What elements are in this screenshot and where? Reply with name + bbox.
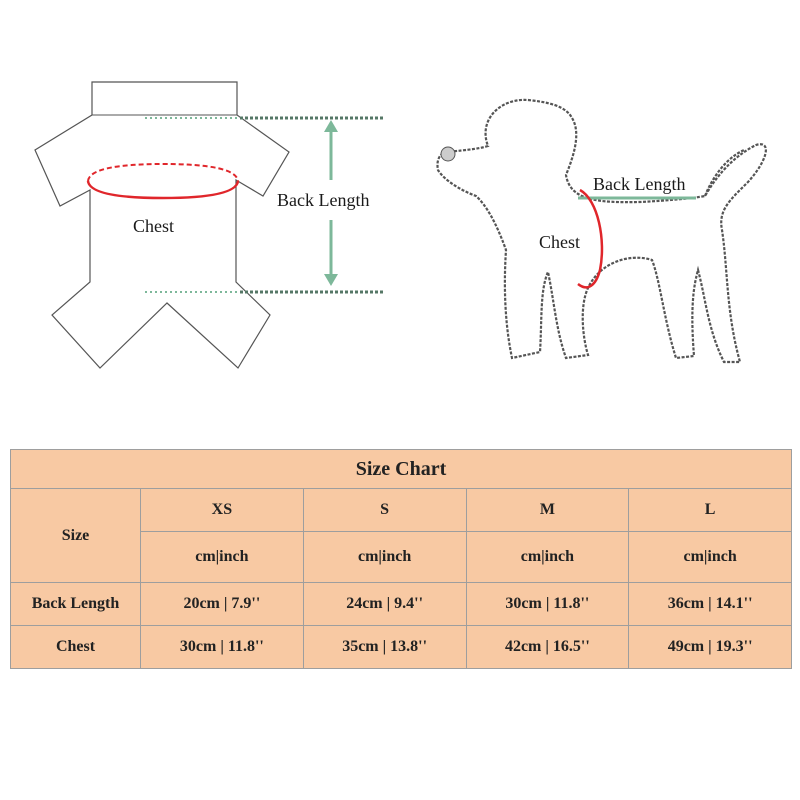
back-length-m: 30cm | 11.8'' — [466, 583, 629, 626]
back-length-xs: 20cm | 7.9'' — [141, 583, 304, 626]
dog-back-length-label: Back Length — [593, 174, 686, 194]
back-length-s: 24cm | 9.4'' — [303, 583, 466, 626]
dog-chest-marker — [578, 190, 602, 287]
dog-nose — [441, 147, 455, 161]
unit-cell: cm|inch — [141, 532, 304, 583]
chest-m: 42cm | 16.5'' — [466, 626, 629, 669]
dog-chest-label: Chest — [539, 232, 581, 252]
garment-chest-label: Chest — [133, 216, 175, 236]
size-s-header: S — [303, 489, 466, 532]
back-length-l: 36cm | 14.1'' — [629, 583, 792, 626]
size-row-header: Size — [11, 489, 141, 583]
table-row-chest — [11, 626, 792, 669]
row-label-back-length: Back Length — [11, 583, 141, 626]
table-row-back-length — [11, 583, 792, 626]
chest-s: 35cm | 13.8'' — [303, 626, 466, 669]
size-l-header: L — [629, 489, 792, 532]
size-chart-title: Size Chart — [11, 450, 792, 489]
size-xs-header: XS — [141, 489, 304, 532]
size-chart-table — [10, 449, 792, 669]
chest-l: 49cm | 19.3'' — [629, 626, 792, 669]
garment-back-length-label: Back Length — [277, 190, 370, 210]
size-m-header: M — [466, 489, 629, 532]
unit-cell: cm|inch — [303, 532, 466, 583]
unit-cell: cm|inch — [629, 532, 792, 583]
chest-xs: 30cm | 11.8'' — [141, 626, 304, 669]
row-label-chest: Chest — [11, 626, 141, 669]
unit-cell: cm|inch — [466, 532, 629, 583]
